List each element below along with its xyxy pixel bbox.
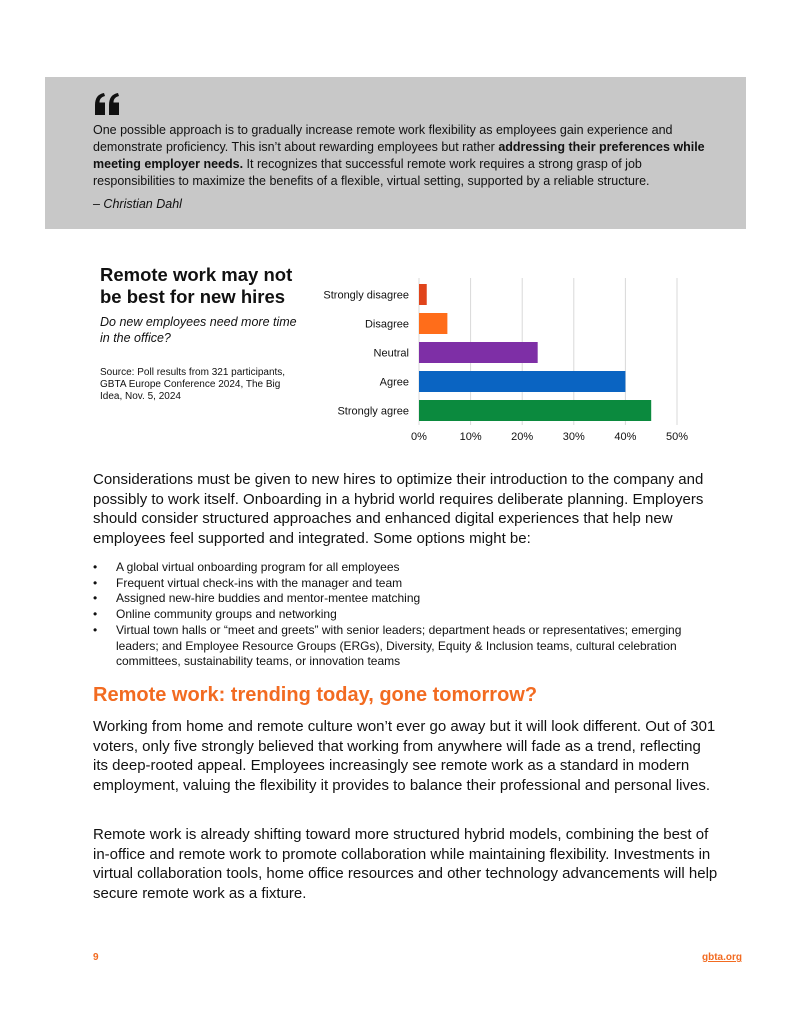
quote-mark-icon [93,93,121,115]
body-paragraph-trend: Working from home and remote culture won’t ever go away but it will look different. Out of 301 voters, only five strongly believed that working from anywhere will fade as a trend, reflecting its deep-rooted appeal. Employees increasingly see remote work as a standard in modern employment, valuing the flexibility it provides to balance their professional and personal lives. [93,718,716,794]
quote-text: One possible approach is to gradually increase remote work flexibility as employees gain experience and demonstrate proficiency. This isn’t about rewarding employees but rather addressing their preferences while meeting employer needs. It recognizes that successful remote work requires a strong grasp of job responsibilities to maximize the benefits of a flexible, virtual setting, supported by a reliable structure. [93,123,705,188]
x-tick-label: 10% [459,431,482,443]
category-label: Strongly agree [337,405,409,418]
chart-title: Remote work may not be best for new hires [100,264,293,307]
category-label: Strongly disagree [323,289,409,302]
page-number: 9 [93,952,99,963]
x-tick-label: 50% [665,431,689,443]
chart-source: Source: Poll results from 321 participants, GBTA Europe Conference 2024, The Big Idea, Nov. 5, 2024 [100,367,286,402]
options-list [93,560,693,670]
bar-agree [419,371,625,392]
body-paragraph-onboarding: Considerations must be given to new hires to optimize their introduction to the company and possibly to work itself. Onboarding in a hybrid world requires deliberate planning. Employers should consider structured approaches and enhanced digital experiences that help new employees feel supported and integrated. Some options might be: [93,471,704,547]
section-heading: Remote work: trending today, gone tomorrow? [93,684,538,706]
quote-author: – Christian Dahl [93,197,182,211]
list-item: • A global virtual onboarding program for all employees [93,560,693,576]
pull-quote [45,77,746,229]
x-tick-label: 20% [511,431,534,443]
bar-disagree [419,313,447,334]
bar-chart [300,272,720,452]
list-item: • Virtual town halls or “meet and greets” with senior leaders; department heads or representatives; emerging leaders; and Employee Resource Groups (ERGs), Diversity, Equity & Inclusion teams, cultural celebration committees, sustainability teams, or innovation teams [93,623,693,670]
x-tick-label: 30% [562,431,585,443]
body-paragraph-hybrid: Remote work is already shifting toward more structured hybrid models, combining the best of in-office and remote work to promote collaboration while maintaining flexibility. Investments in virtual collaboration tools, home office resources and other technology advancements will help secure remote work as a fixture. [93,826,718,902]
chart-subtitle: Do new employees need more time in the office? [100,315,297,345]
category-label: Agree [379,376,409,389]
list-item: • Frequent virtual check-ins with the manager and team [93,576,693,592]
bar-neutral [419,342,538,363]
site-link[interactable]: gbta.org [702,952,742,963]
bar-strongly-agree [419,400,651,421]
x-tick-label: 0% [411,431,427,443]
quote-emphasis: addressing their preferences while meeting employer needs. [93,140,705,171]
x-tick-label: 40% [614,431,637,443]
list-item: • Assigned new-hire buddies and mentor-mentee matching [93,591,693,607]
bar-strongly-disagree [419,284,427,305]
list-item: • Online community groups and networking [93,607,693,623]
category-label: Neutral [373,347,409,360]
category-label: Disagree [364,318,409,331]
